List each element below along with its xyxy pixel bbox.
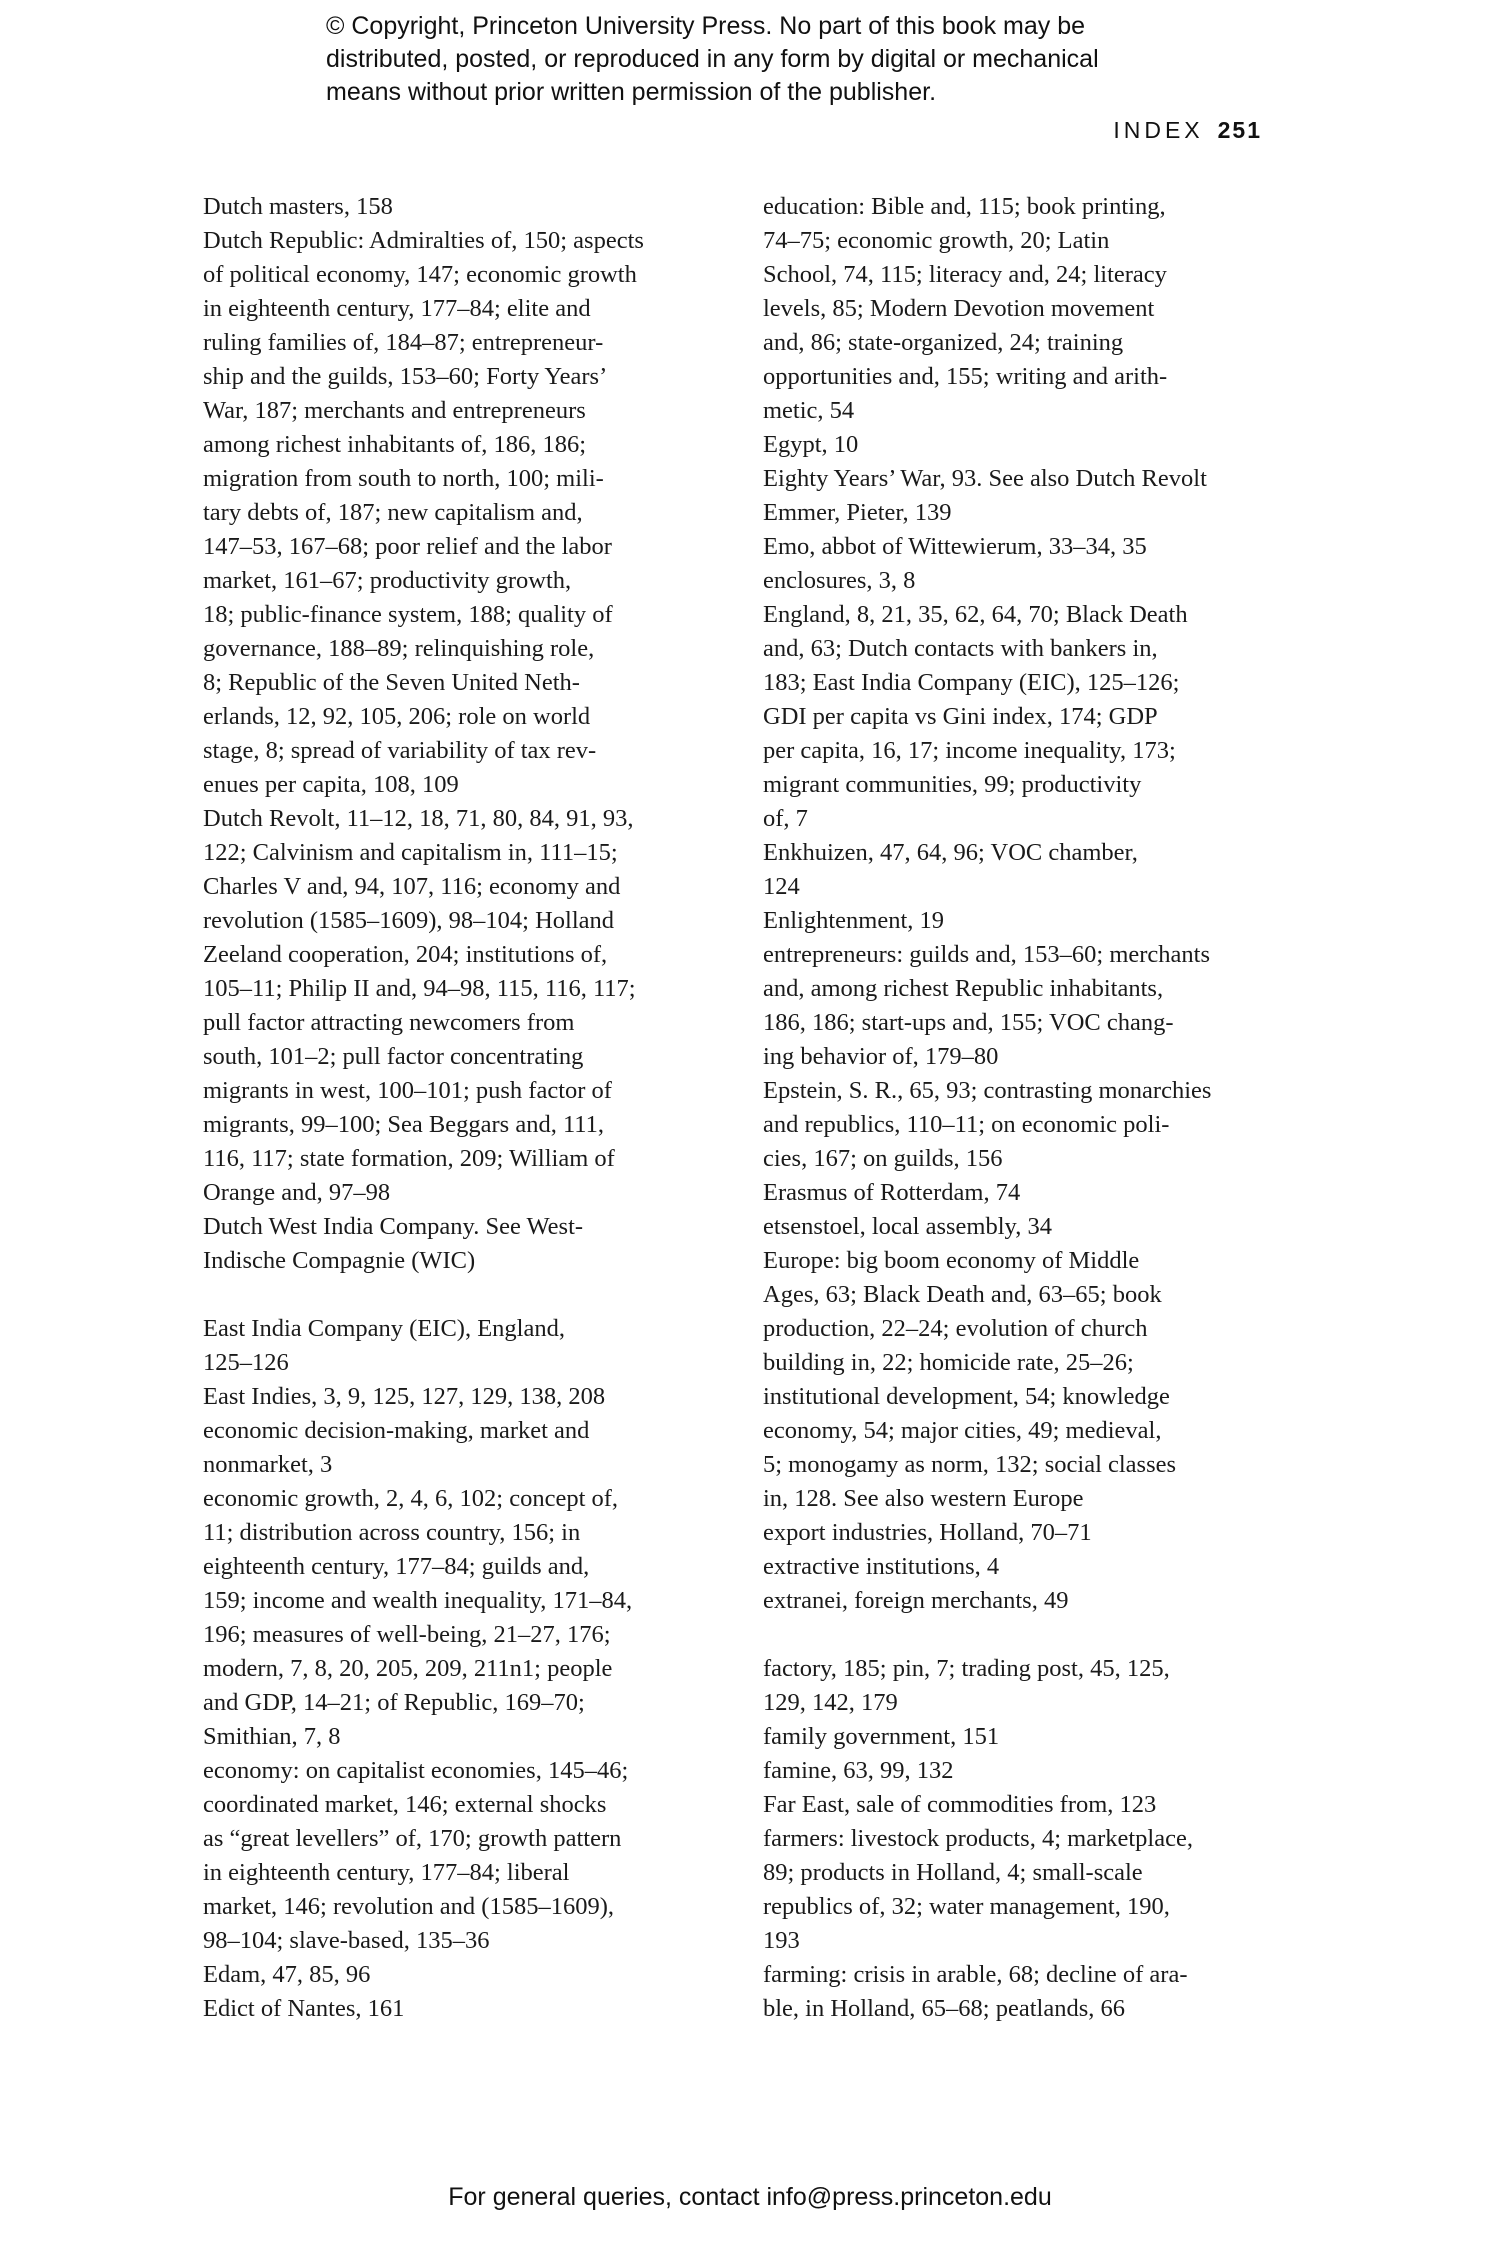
index-entry-line: of, 7 [763,805,808,832]
index-entry-line: economic decision-making, market and [203,1417,590,1444]
index-entry-line: England, 8, 21, 35, 62, 64, 70; Black Death [763,601,1188,628]
index-entry-line: economy: on capitalist economies, 145–46; [203,1757,629,1784]
index-entry [203,1754,723,1958]
index-entry-line: and republics, 110–11; on economic poli- [763,1111,1170,1138]
index-entry-line: enues per capita, 108, 109 [203,771,459,798]
index-entry-line: republics of, 32; water management, 190, [763,1893,1170,1920]
index-entry-line: Emmer, Pieter, 139 [763,499,952,526]
index-entry-line: 74–75; economic growth, 20; Latin [763,227,1110,254]
index-entry-line: Dutch West India Company. See West- [203,1213,584,1240]
index-entry [763,428,1293,462]
index-entry-line: 5; monogamy as norm, 132; social classes [763,1451,1177,1478]
index-entry-line: 11; distribution across country, 156; in [203,1519,581,1546]
index-entry-line: in eighteenth century, 177–84; elite and [203,295,591,322]
index-entry-line: migrants, 99–100; Sea Beggars and, 111, [203,1111,605,1138]
index-entry-line: Zeeland cooperation, 204; institutions of, [203,941,608,968]
index-entry-line: 159; income and wealth inequality, 171–84, [203,1587,633,1614]
index-entry-line: entrepreneurs: guilds and, 153–60; merchants [763,941,1211,968]
index-entry-line: 98–104; slave-based, 135–36 [203,1927,490,1954]
index-entry-line: 125–126 [203,1349,289,1376]
index-entry-line: cies, 167; on guilds, 156 [763,1145,1003,1172]
index-entry-line: and, among richest Republic inhabitants, [763,975,1164,1002]
index-entry-line: 183; East India Company (EIC), 125–126; [763,669,1180,696]
index-entry-line: Epstein, S. R., 65, 93; contrasting monarchies [763,1077,1212,1104]
index-entry-line: ing behavior of, 179–80 [763,1043,999,1070]
section-title: INDEX [1113,117,1204,143]
index-entry-line: Eighty Years’ War, 93. See also Dutch Revolt [763,465,1207,492]
index-entry [763,1210,1293,1244]
index-entry-line: in, 128. See also western Europe [763,1485,1084,1512]
index-entry-line: migrant communities, 99; productivity [763,771,1142,798]
index-entry-line: erlands, 12, 92, 105, 206; role on world [203,703,591,730]
index-entry-line: Enlightenment, 19 [763,907,944,934]
index-entry [763,1244,1293,1516]
index-entry [203,1958,723,1992]
index-entry [203,1312,723,1380]
index-entry-line: stage, 8; spread of variability of tax rev- [203,737,597,764]
index-entry-line: Ages, 63; Black Death and, 63–65; book [763,1281,1162,1308]
index-entry [763,1176,1293,1210]
index-entry [763,190,1293,428]
index-entry [763,1074,1293,1176]
index-entry [763,564,1293,598]
index-entry-line: Enkhuizen, 47, 64, 96; VOC chamber, [763,839,1138,866]
index-entry-line: per capita, 16, 17; income inequality, 173; [763,737,1176,764]
page-number: 251 [1217,117,1262,143]
index-entry-line: education: Bible and, 115; book printing, [763,193,1166,220]
index-entry [763,1822,1293,1958]
index-entry-line: extractive institutions, 4 [763,1553,1000,1580]
index-entry-line: East India Company (EIC), England, [203,1315,565,1342]
index-entry-line: Dutch Republic: Admiralties of, 150; aspects [203,227,644,254]
index-entry [763,462,1293,496]
index-entry-line: and, 86; state-organized, 24; training [763,329,1124,356]
index-entry [763,1652,1293,1720]
copyright-line: distributed, posted, or reproduced in any form by digital or mechanical [326,45,1099,73]
index-entry-line: in eighteenth century, 177–84; liberal [203,1859,570,1886]
index-entry-line: export industries, Holland, 70–71 [763,1519,1092,1546]
index-entry-line: levels, 85; Modern Devotion movement [763,295,1155,322]
index-entry [763,1584,1293,1618]
index-entry [763,1788,1293,1822]
index-entry-line: migration from south to north, 100; mili- [203,465,604,492]
index-entry-line: Dutch masters, 158 [203,193,393,220]
index-entry-line: Smithian, 7, 8 [203,1723,341,1750]
index-entry-line: Edam, 47, 85, 96 [203,1961,371,1988]
index-entry-line: 8; Republic of the Seven United Neth- [203,669,580,696]
index-entry-line: Charles V and, 94, 107, 116; economy and [203,873,621,900]
index-entry-line: 116, 117; state formation, 209; William of [203,1145,615,1172]
index-entry [763,1516,1293,1550]
footer-contact: For general queries, contact info@press.princeton.edu [448,2183,1052,2211]
index-entry [763,1720,1293,1754]
index-entry-line: enclosures, 3, 8 [763,567,916,594]
index-entry-line: 18; public-finance system, 188; quality of [203,601,613,628]
index-entry [763,836,1293,904]
index-entry-line: ship and the guilds, 153–60; Forty Years’ [203,363,608,390]
index-entry [203,1992,723,2026]
index-entry-line: Dutch Revolt, 11–12, 18, 71, 80, 84, 91, 93, [203,805,634,832]
index-entry [763,1958,1293,2026]
index-entry-line: 186, 186; start-ups and, 155; VOC chang- [763,1009,1174,1036]
index-entry-line: Erasmus of Rotterdam, 74 [763,1179,1021,1206]
index-entry-line: and, 63; Dutch contacts with bankers in, [763,635,1158,662]
index-entry-line: ble, in Holland, 65–68; peatlands, 66 [763,1995,1125,2022]
index-entry-line: south, 101–2; pull factor concentrating [203,1043,584,1070]
index-entry-line: among richest inhabitants of, 186, 186; [203,431,587,458]
index-entry-line: School, 74, 115; literacy and, 24; literacy [763,261,1167,288]
index-entry-line: building in, 22; homicide rate, 25–26; [763,1349,1134,1376]
index-entry [763,1550,1293,1584]
index-entry-line: of political economy, 147; economic growth [203,261,637,288]
index-entry-line: factory, 185; pin, 7; trading post, 45, 125, [763,1655,1170,1682]
index-entry-line: institutional development, 54; knowledge [763,1383,1170,1410]
index-entry [763,1754,1293,1788]
index-entry [203,1482,723,1754]
index-entry-line: etsenstoel, local assembly, 34 [763,1213,1052,1240]
index-column-left [203,190,723,2026]
index-entry-line: 129, 142, 179 [763,1689,898,1716]
index-entry-line: production, 22–24; evolution of church [763,1315,1148,1342]
index-entry-line: metic, 54 [763,397,855,424]
index-entry-line: governance, 188–89; relinquishing role, [203,635,595,662]
index-entry [203,224,723,802]
index-entry [763,598,1293,836]
index-entry-line: 147–53, 167–68; poor relief and the labor [203,533,612,560]
index-entry [203,1210,723,1278]
index-entry-line: 89; products in Holland, 4; small-scale [763,1859,1143,1886]
index-entry [203,802,723,1210]
index-entry-line: Egypt, 10 [763,431,859,458]
index-entry-line: Indische Compagnie (WIC) [203,1247,476,1274]
copyright-line: means without prior written permission of the publisher. [326,78,937,106]
index-entry-line: Far East, sale of commodities from, 123 [763,1791,1157,1818]
index-entry-line: opportunities and, 155; writing and arith- [763,363,1168,390]
index-column-right [763,190,1293,2026]
index-entry [763,938,1293,1074]
index-entry-line: farmers: livestock products, 4; marketplace, [763,1825,1193,1852]
index-entry-line: as “great levellers” of, 170; growth pattern [203,1825,622,1852]
index-entry-line: Emo, abbot of Wittewierum, 33–34, 35 [763,533,1147,560]
index-entry-line: economic growth, 2, 4, 6, 102; concept of, [203,1485,619,1512]
index-entry-line: 105–11; Philip II and, 94–98, 115, 116, 117; [203,975,636,1002]
index-entry-line: nonmarket, 3 [203,1451,333,1478]
index-entry-line: ruling families of, 184–87; entrepreneur- [203,329,604,356]
index-entry [203,190,723,224]
index-entry-line: eighteenth century, 177–84; guilds and, [203,1553,590,1580]
index-entry-line: 196; measures of well-being, 21–27, 176; [203,1621,611,1648]
index-entry-line: Edict of Nantes, 161 [203,1995,405,2022]
index-entry-line: modern, 7, 8, 20, 205, 209, 211n1; people [203,1655,613,1682]
index-entry-line: and GDP, 14–21; of Republic, 169–70; [203,1689,585,1716]
index-entry-line: 124 [763,873,800,900]
index-entry-line: famine, 63, 99, 132 [763,1757,954,1784]
index-entry-line: Orange and, 97–98 [203,1179,391,1206]
index-entry-line: migrants in west, 100–101; push factor of [203,1077,612,1104]
index-entry-line: pull factor attracting newcomers from [203,1009,575,1036]
index-entry-line: economy, 54; major cities, 49; medieval, [763,1417,1162,1444]
index-entry-line: Europe: big boom economy of Middle [763,1247,1140,1274]
copyright-line: © Copyright, Princeton University Press. No part of this book may be [326,12,1086,40]
index-entry-line: family government, 151 [763,1723,1000,1750]
index-entry [763,530,1293,564]
index-entry-line: East Indies, 3, 9, 125, 127, 129, 138, 208 [203,1383,606,1410]
index-entry-line: 122; Calvinism and capitalism in, 111–15; [203,839,618,866]
index-entry-line: market, 161–67; productivity growth, [203,567,572,594]
index-entry-line: War, 187; merchants and entrepreneurs [203,397,586,424]
index-entry-line: farming: crisis in arable, 68; decline of ara- [763,1961,1188,1988]
index-entry [203,1414,723,1482]
index-entry [763,496,1293,530]
running-head [1113,117,1262,144]
index-entry [203,1380,723,1414]
index-entry-line: revolution (1585–1609), 98–104; Holland [203,907,615,934]
index-entry-line: coordinated market, 146; external shocks [203,1791,607,1818]
index-entry-line: tary debts of, 187; new capitalism and, [203,499,583,526]
index-entry-line: 193 [763,1927,800,1954]
index-entry-line: GDI per capita vs Gini index, 174; GDP [763,703,1158,730]
copyright-notice [326,10,1226,109]
index-entry [763,904,1293,938]
index-entry-line: market, 146; revolution and (1585–1609), [203,1893,614,1920]
index-entry-line: extranei, foreign merchants, 49 [763,1587,1069,1614]
